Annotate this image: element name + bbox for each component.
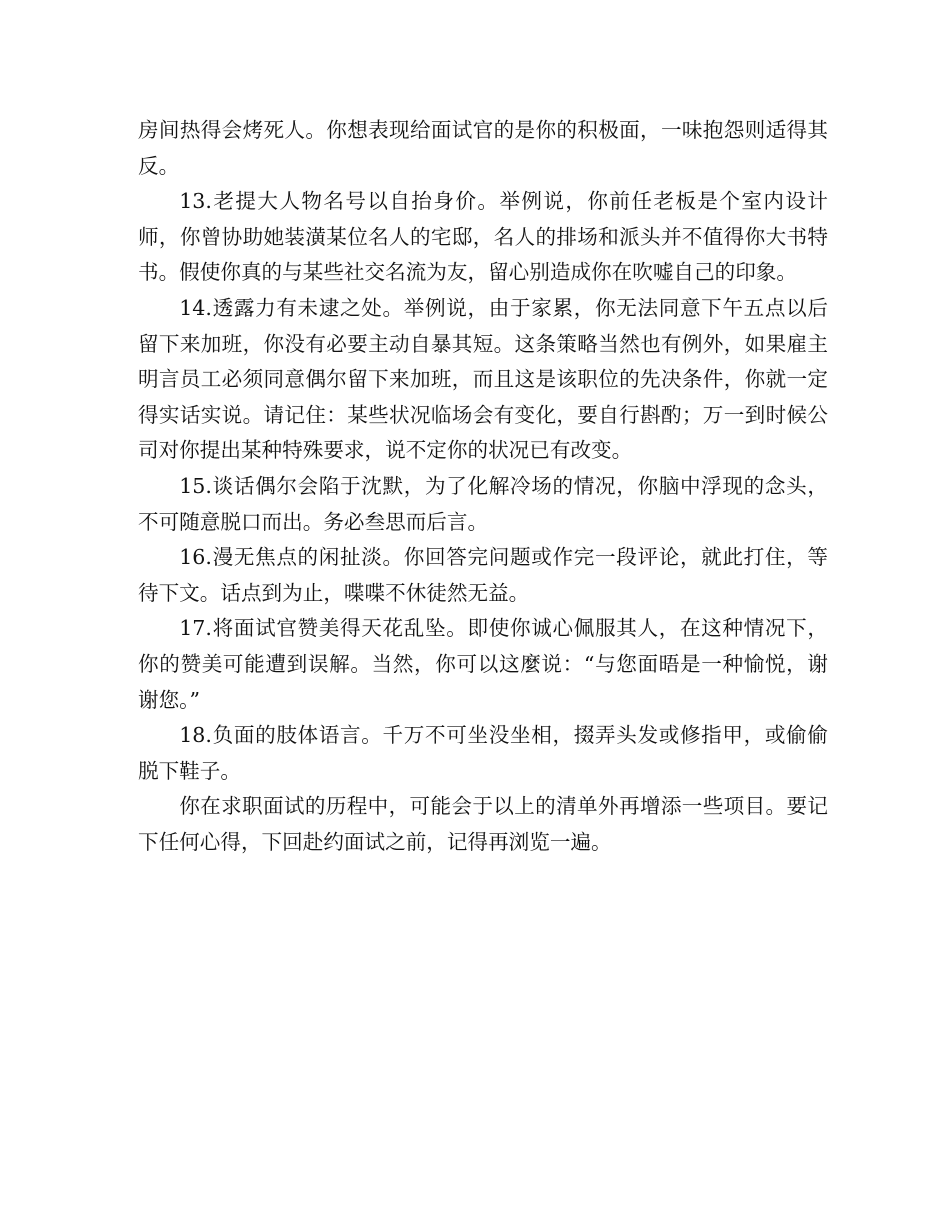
paragraph-item-13: 13.老提大人物名号以自抬身价。举例说，你前任老板是个室内设计师，你曾协助她装潢某位名人的宅邸，名人的排场和派头并不值得你大书特书。假使你真的与某些社交名流为友，留心别造成你在吹嘘自己的印象。	[138, 189, 828, 285]
paragraph-item-18: 18.负面的肢体语言。千万不可坐没坐相，掇弄头发或修指甲，或偷偷脱下鞋子。	[138, 723, 828, 783]
paragraph-closing: 你在求职面试的历程中，可能会于以上的清单外再增添一些项目。要记下任何心得，下回赴约面试之前，记得再浏览一遍。	[138, 794, 828, 854]
paragraph-item-16: 16.漫无焦点的闲扯淡。你回答完问题或作完一段评论，就此打住，等待下文。话点到为止，喋喋不休徒然无益。	[138, 545, 828, 605]
paragraph-item-17: 17.将面试官赞美得天花乱坠。即使你诚心佩服其人，在这种情况下，你的赞美可能遭到误解。当然，你可以这麼说：“与您面晤是一种愉悦，谢谢您。”	[138, 616, 828, 712]
paragraph-item-15: 15.谈话偶尔会陷于沈默，为了化解冷场的情况，你脑中浮现的念头，不可随意脱口而出。务必叁思而后言。	[138, 473, 828, 534]
body-text	[138, 113, 828, 860]
paragraph-continuation: 房间热得会烤死人。你想表现给面试官的是你的积极面，一味抱怨则适得其反。	[138, 118, 828, 178]
paragraph-item-14: 14.透露力有未逮之处。举例说，由于家累，你无法同意下午五点以后留下来加班，你没有必要主动自暴其短。这条策略当然也有例外，如果雇主明言员工必须同意偶尔留下来加班，而且这是该职位的先决条件，你就一定得实话实说。请记住：某些状况临场会有变化，要自行斟酌；万一到时候公司对你提出某种特殊要求，说不定你的状况已有改变。	[138, 295, 828, 463]
